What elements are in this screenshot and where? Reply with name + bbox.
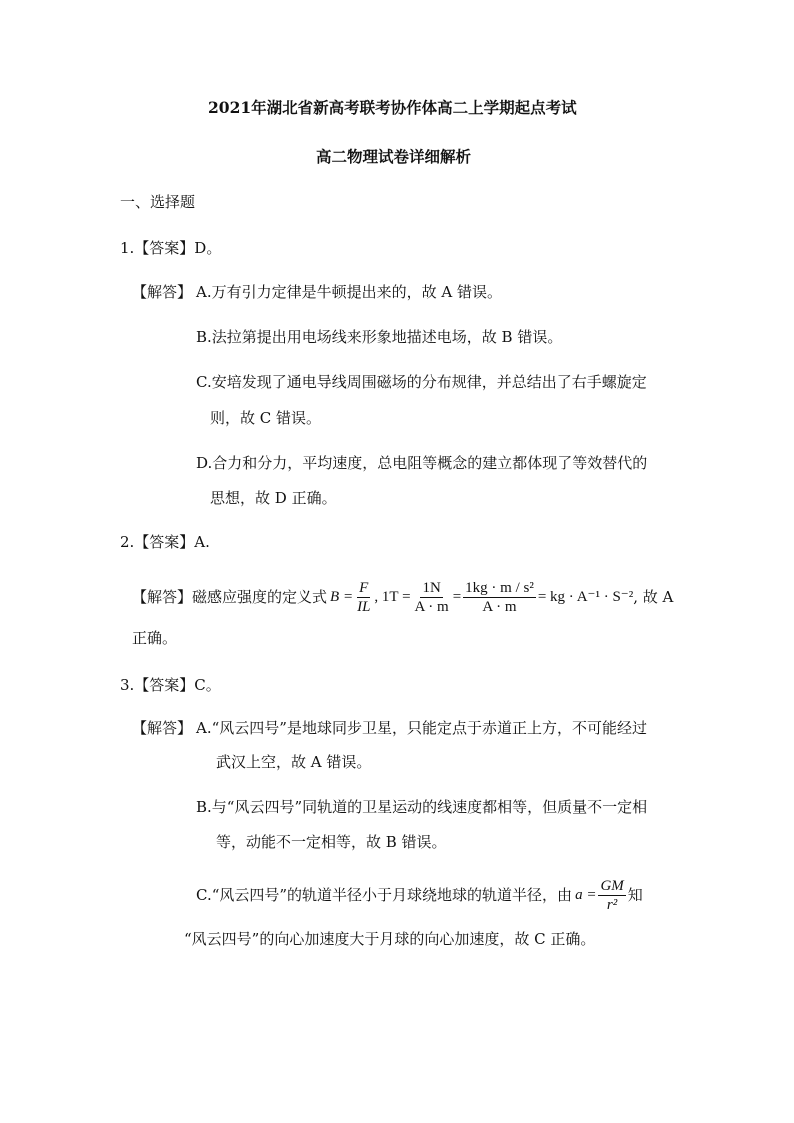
q2-text-before: 磁感应强度的定义式 (192, 588, 328, 606)
q3-answer: 3.【答案】C。 (120, 676, 221, 694)
q2-frac3-num: 1kg · m / s² (465, 579, 534, 596)
q2-fraction-1n (413, 579, 451, 616)
q3-option-a-line2: 武汉上空，故 A 错误。 (216, 753, 372, 771)
q3-analysis-label: 【解答】 (132, 719, 193, 737)
q3-option-c-line1 (196, 873, 643, 917)
q2-analysis-label: 【解答】 (132, 588, 193, 606)
q2-answer: 2.【答案】A. (120, 533, 210, 551)
q2-frac1-den: IL (357, 598, 371, 615)
q1-analysis-label: 【解答】 (132, 283, 193, 301)
q2-rhs: = kg · A⁻¹ · S⁻² (537, 589, 634, 605)
q3-option-b-line1: B.与“风云四号”同轨道的卫星运动的线速度都相等，但质量不一定相 (196, 798, 648, 816)
q2-unit-eq: , 1T = (374, 589, 411, 605)
q3-c-text-before: C.“风云四号”的轨道半径小于月球绕地球的轨道半径，由 (196, 886, 573, 904)
q2-fraction-kg (463, 579, 536, 616)
q3-c-fraction-gm-over-r2 (598, 877, 625, 914)
q2-analysis-line2: 正确。 (132, 629, 178, 647)
q1-option-d-line2: 思想，故 D 正确。 (210, 489, 337, 507)
q2-frac3-den: A · m (482, 598, 517, 615)
q3-c-formula-lhs: a = (575, 887, 597, 903)
q1-option-c-line1: C.安培发现了通电导线周围磁场的分布规律，并总结出了右手螺旋定 (196, 373, 647, 391)
document-subtitle: 高二物理试卷详细解析 (316, 147, 472, 166)
q1-option-d-line1: D.合力和分力，平均速度，总电阻等概念的建立都体现了等效替代的 (196, 454, 648, 472)
q3-option-a-line1: A.“风云四号”是地球同步卫星，只能定点于赤道正上方，不可能经过 (196, 719, 647, 737)
q3-c-text-after: 知 (627, 886, 643, 904)
q3-c-frac-den: r² (606, 896, 618, 913)
q3-c-frac-num: GM (600, 877, 624, 894)
q1-option-c-line2: 则，故 C 错误。 (210, 409, 322, 427)
q3-option-b-line2: 等，动能不一定相等，故 B 错误。 (216, 833, 447, 851)
q1-option-a: A.万有引力定律是牛顿提出来的，故 A 错误。 (196, 283, 502, 301)
document-title: 2021年湖北省新高考联考协作体高二上学期起点考试 (208, 98, 577, 117)
q2-fraction-f-over-il (355, 579, 372, 616)
q2-text-after: , 故 A (633, 588, 674, 606)
q2-frac2-den: A · m (414, 598, 449, 615)
q2-eq-sign: = (452, 589, 462, 605)
section-heading: 一、选择题 (120, 193, 196, 211)
q1-answer: 1.【答案】D。 (120, 239, 222, 257)
q1-option-b: B.法拉第提出用电场线来形象地描述电场，故 B 错误。 (196, 328, 563, 346)
q3-option-c-line2: “风云四号”的向心加速度大于月球的向心加速度，故 C 正确。 (184, 930, 596, 948)
q2-b-lhs: B = (330, 589, 354, 605)
q2-analysis-line1 (132, 575, 673, 619)
q2-frac2-num: 1N (422, 579, 441, 596)
q2-frac1-num: F (359, 579, 369, 596)
